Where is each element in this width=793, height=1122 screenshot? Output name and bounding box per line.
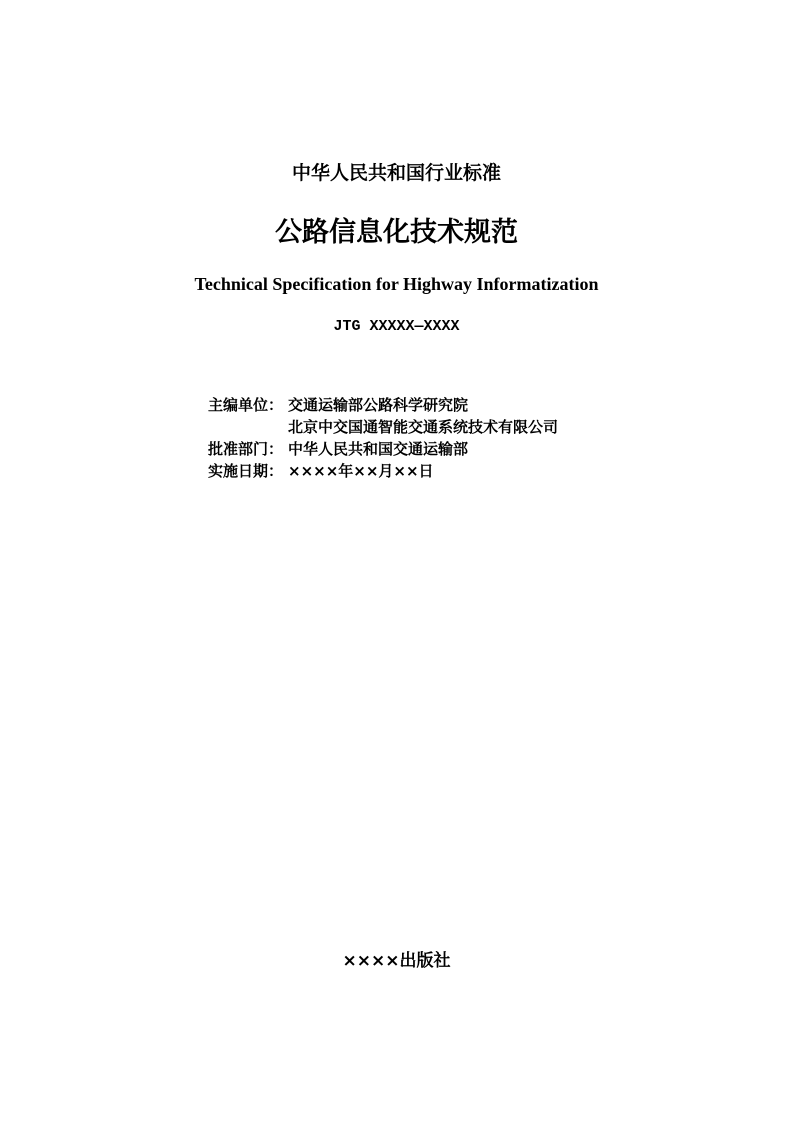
editor-row bbox=[208, 394, 558, 416]
standard-code: JTG XXXXX—XXXX bbox=[333, 318, 460, 335]
standard-category: 中华人民共和国行业标准 bbox=[291, 162, 501, 184]
date-label: 实施日期： bbox=[208, 462, 284, 480]
editor-1: 交通运输部公路科学研究院 bbox=[288, 396, 469, 414]
title-chinese: 公路信息化技术规范 bbox=[275, 217, 518, 248]
label-spacer bbox=[208, 416, 288, 438]
publisher: ××××出版社 bbox=[342, 951, 451, 971]
approver-value: 中华人民共和国交通运输部 bbox=[288, 440, 469, 458]
editor-row-2 bbox=[208, 416, 558, 438]
approver-label: 批准部门： bbox=[208, 440, 284, 458]
date-value: ××××年××月××日 bbox=[288, 462, 434, 480]
title-english: Technical Specification for Highway Informatization bbox=[194, 274, 599, 294]
date-row bbox=[208, 460, 558, 482]
editor-2: 北京中交国通智能交通系统技术有限公司 bbox=[288, 418, 559, 436]
editor-label: 主编单位： bbox=[208, 396, 284, 414]
approver-row bbox=[208, 438, 558, 460]
info-block bbox=[208, 394, 558, 482]
